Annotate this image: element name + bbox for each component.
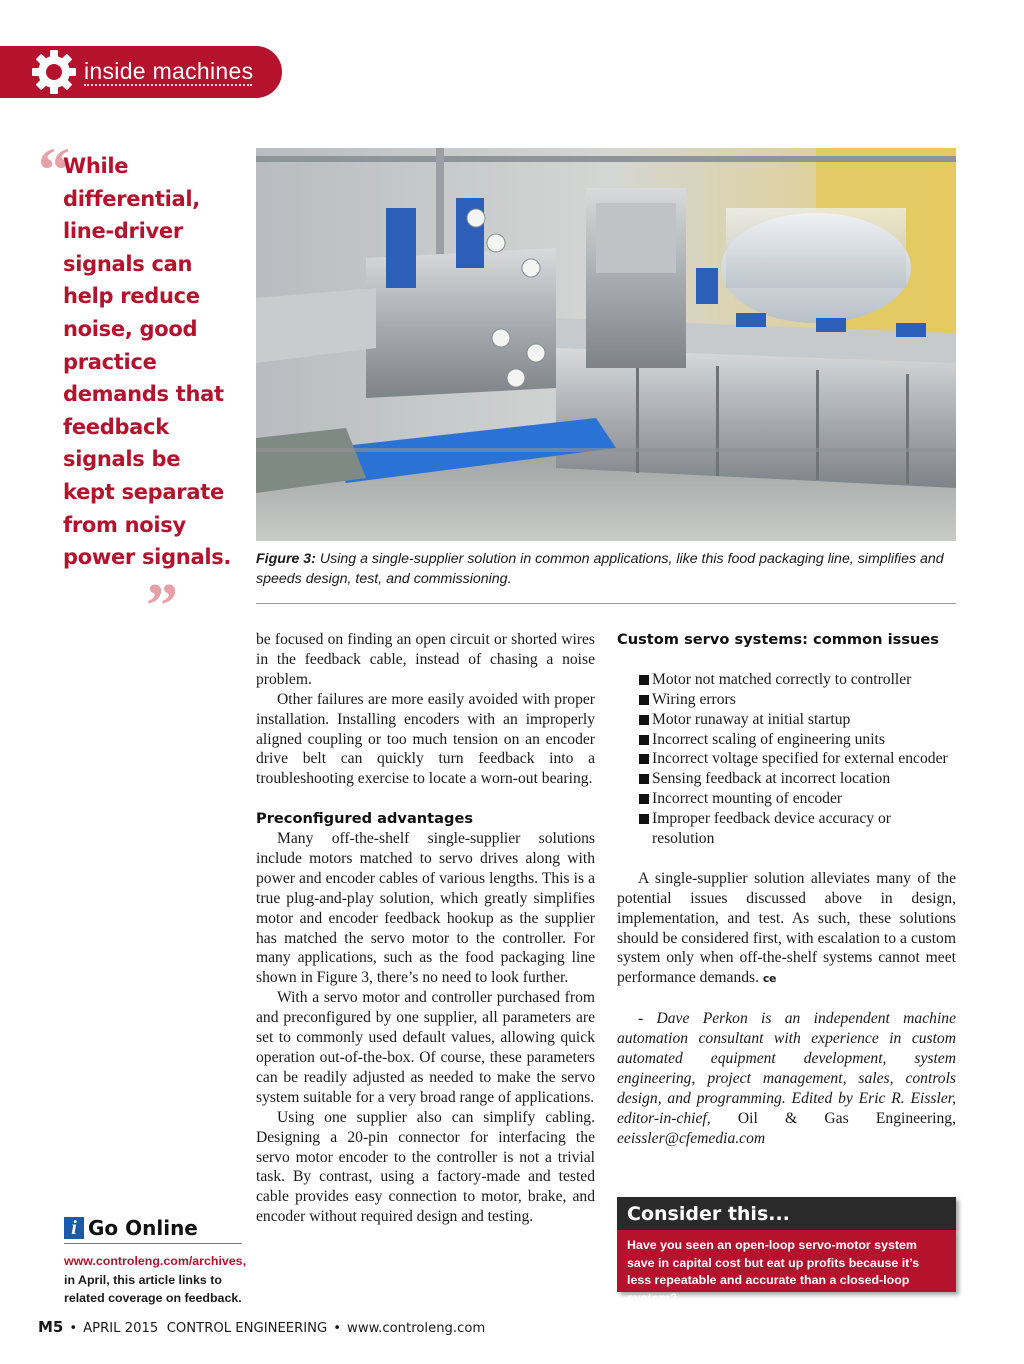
- paragraph: Other failures are more easily avoided with proper installation. Installing encoders with an improperly aligned coupling or too much tension on an encoder drive belt can quickly turn feedback into a troubleshooting exercise to locate a worn-out bearing.: [256, 690, 595, 788]
- publication-name: CONTROL ENGINEERING: [166, 1321, 328, 1336]
- info-icon: i: [64, 1217, 84, 1239]
- list-item: Sensing feedback at incorrect location: [617, 769, 956, 789]
- paragraph-text: A single-supplier solution alleviates many of the potential issues discussed above in design, implementation, and test. As such, these solutions should be considered first, with escalation to a custom system only when off-the-shelf systems cannot meet performance demands.: [617, 869, 956, 987]
- issues-list: [617, 670, 956, 849]
- go-online-box: [64, 1216, 247, 1308]
- caption-divider: [256, 603, 956, 604]
- go-online-title: Go Online: [88, 1216, 198, 1240]
- list-item: Incorrect voltage specified for external encoder: [617, 749, 956, 769]
- list-item: Motor runaway at initial startup: [617, 710, 956, 730]
- consider-this-box: [617, 1197, 956, 1305]
- byline-text: - Dave Perkon is an independent machine automation consultant with experience in custom automated equipment development, system engineering, project management, sales, controls design, and programming. Edited by Eric R. Eissler, editor-in-chief,: [617, 1010, 956, 1127]
- open-quote-mark: “: [38, 134, 70, 205]
- issue-date: APRIL 2015: [83, 1321, 159, 1336]
- pull-quote: While differential, line-driver signals can help reduce noise, good practice demands that feedback signals be kept separate from noisy power signals.: [63, 154, 232, 570]
- go-online-header: [64, 1216, 242, 1244]
- archives-link[interactable]: www.controleng.com/archives,: [64, 1254, 247, 1268]
- list-item: Wiring errors: [617, 690, 956, 710]
- list-item: Incorrect mounting of encoder: [617, 789, 956, 809]
- paragraph: Using one supplier also can simplify cabling. Designing a 20-pin connector for interfacing the servo motor encoder to the controller is not a trivial task. By contrast, using a factory-made and tested cable provides easy connection to motor, brake, and encoder without required design and testing.: [256, 1108, 595, 1226]
- end-mark: ce: [762, 972, 776, 986]
- figure-caption-text: Using a single-supplier solution in common applications, like this food packaging line, simplifies and speeds design, test, and commissioning.: [256, 551, 944, 587]
- author-byline: [617, 1009, 956, 1148]
- close-quote-mark: ”: [146, 570, 178, 641]
- consider-this-title: Consider this...: [617, 1197, 956, 1230]
- subheading-custom-servo: Custom servo systems: common issues: [617, 631, 939, 648]
- byline-email[interactable]: eeissler@cfemedia.com: [617, 1129, 766, 1147]
- figure-caption-label: Figure 3:: [256, 551, 316, 567]
- paragraph: [617, 869, 956, 989]
- go-online-body: [64, 1252, 247, 1308]
- section-label: inside machines: [84, 58, 254, 84]
- paragraph: With a servo motor and controller purchased from and preconfigured by one supplier, all parameters are set to commonly used default values, allowing quick operation out-of-the-box. Of course, these parameters can be readily adjusted as needed to make the servo system suitable for a very broad range of applications.: [256, 989, 595, 1106]
- figure-photo: [256, 148, 956, 541]
- section-underline: [84, 84, 252, 88]
- list-item: Incorrect scaling of engineering units: [617, 730, 956, 750]
- page-number: M5: [38, 1318, 64, 1336]
- paragraph: be focused on finding an open circuit or shorted wires in the feedback cable, instead of chasing a noise problem.: [256, 631, 595, 688]
- consider-this-text: Have you seen an open-loop servo-motor system save in capital cost but eat up profits because it’s less repeatable and accurate than a closed-loop system?: [617, 1230, 956, 1292]
- list-item: Improper feedback device accuracy or resolution: [617, 809, 956, 849]
- article-column-right: [617, 630, 956, 1149]
- go-online-text: in April, this article links to related coverage on feedback.: [64, 1272, 242, 1306]
- paragraph: Many off-the-shelf single-supplier solutions include motors matched to servo drives along with power and encoder cables of various lengths. This is a true plug-and-play solution, which greatly simplifies motor and encoder feedback hookup as the supplier has matched the servo motor to the controller. For many applications, such as the food packaging line shown in Figure 3, there’s no need to look further.: [256, 830, 595, 987]
- list-item: Motor not matched correctly to controller: [617, 670, 956, 690]
- article-column-left: [256, 630, 595, 1227]
- gear-icon: [30, 48, 78, 96]
- page-footer: M5 • APRIL 2015 CONTROL ENGINEERING • www.controleng.com: [38, 1318, 486, 1336]
- website-link[interactable]: www.controleng.com: [347, 1321, 486, 1336]
- figure-caption: [256, 550, 956, 589]
- byline-publication: Oil & Gas Engineering,: [737, 1109, 956, 1127]
- subheading-preconfigured: Preconfigured advantages: [256, 810, 474, 828]
